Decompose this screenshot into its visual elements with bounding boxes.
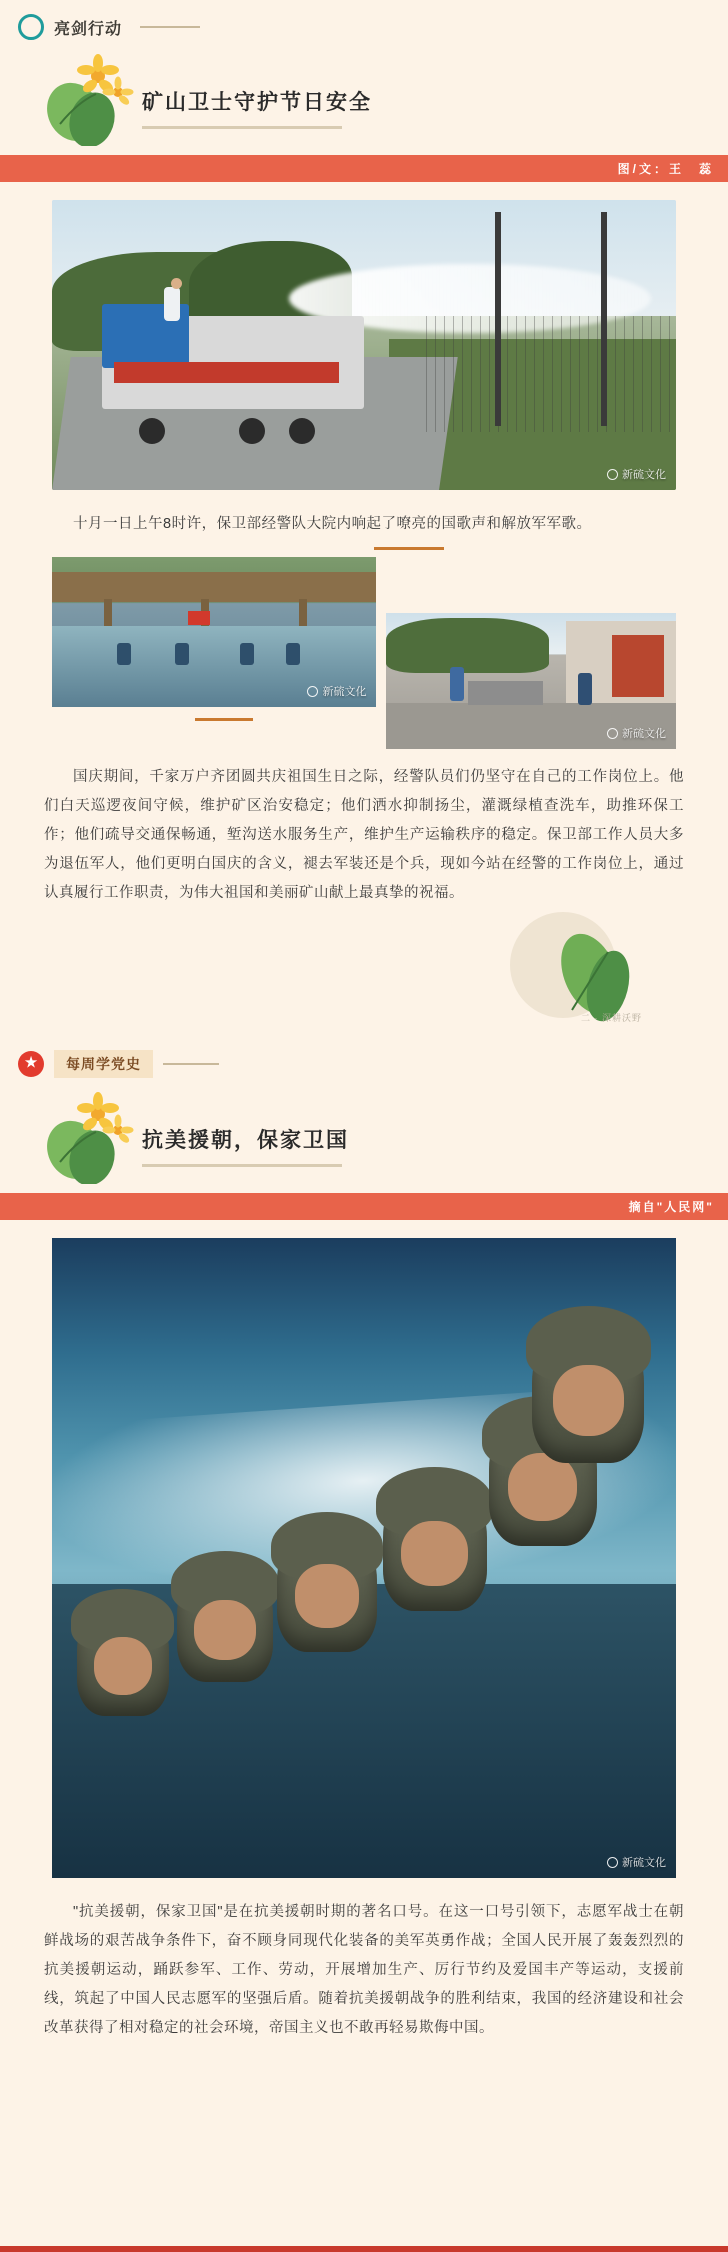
truck-wheel xyxy=(139,418,165,444)
worker-figure xyxy=(286,643,300,665)
worker-figure xyxy=(175,643,189,665)
face xyxy=(508,1453,577,1521)
utility-pole xyxy=(601,212,607,427)
photo4-wrap xyxy=(0,1220,728,1884)
truck-wheel xyxy=(289,418,315,444)
soldier-figure xyxy=(77,1596,169,1716)
face xyxy=(194,1600,255,1660)
soldier-figure xyxy=(177,1558,273,1682)
photo-water-truck xyxy=(52,200,676,490)
truck-wheel xyxy=(239,418,265,444)
section1-paragraph-1: 十月一日上午8时许，保卫部经警队大院内响起了嘹亮的国歌声和解放军军歌。 xyxy=(73,516,592,532)
photo1-wrap xyxy=(0,182,728,496)
section1-title-block xyxy=(0,50,728,155)
face xyxy=(553,1365,625,1436)
worker-figure xyxy=(164,287,180,321)
title-underline xyxy=(142,1164,342,1167)
red-door xyxy=(612,635,664,698)
red-flag xyxy=(188,611,210,625)
section2-title: 抗美援朝，保家卫国 xyxy=(142,1129,349,1152)
section2-byline: 摘自"人民网" xyxy=(0,1193,728,1220)
face xyxy=(401,1521,468,1586)
fence xyxy=(426,316,676,432)
section1-tag-label: 亮剑行动 xyxy=(54,20,123,38)
watermark-text: 新硫文化 xyxy=(621,728,666,740)
section2-title-block xyxy=(0,1088,728,1193)
worker-figure xyxy=(240,643,254,665)
soldier-figure xyxy=(383,1475,487,1611)
section2-paragraph-1: "抗美援朝，保家卫国"是在抗美援朝时期的著名口号。在这一口号引领下，志愿军战士在朝鲜战场的艰苦战争条件下，奋不顾身同现代化装备的美军英勇作战；全国人民开展了轰轰烈烈的抗美援朝运动，踊跃参军、工作、劳动，开展增加生产、厉行节约及爱国丰产等运动，支援前线，筑起了中国人民志愿军的坚强后盾。随着抗美援朝战争的胜利结束，我国的经济建设和社会改革获得了相对稳定的社会环境，帝国主义也不敢再轻易欺侮中国。 xyxy=(44,1904,684,2036)
section2-tag-row xyxy=(0,1042,728,1078)
watermark xyxy=(607,1854,666,1870)
worker-figure xyxy=(117,643,131,665)
face xyxy=(295,1564,359,1627)
photo-water-channel xyxy=(52,557,376,707)
star-glyph: ★ xyxy=(23,1054,39,1072)
truck-stripe xyxy=(114,362,339,382)
photo-pair-row xyxy=(0,543,728,749)
divider-line xyxy=(163,1063,219,1065)
decor-corner-top xyxy=(374,547,444,573)
section1-title: 矿山卫士守护节日安全 xyxy=(142,91,372,114)
flower-leaf-icon xyxy=(40,50,152,146)
cart xyxy=(468,681,543,705)
section-liangjian xyxy=(0,0,728,1032)
worker-head xyxy=(171,278,182,289)
watermark xyxy=(607,466,666,482)
photo2-wrap xyxy=(52,557,376,707)
divider-line xyxy=(140,26,200,28)
tree-cluster xyxy=(386,618,548,672)
worker-figure xyxy=(450,667,464,701)
watermark-logo-icon xyxy=(607,469,618,480)
soldier-figure xyxy=(532,1315,644,1463)
watermark-text: 新硫文化 xyxy=(622,1857,666,1869)
watermark-logo-icon xyxy=(607,1857,618,1868)
decor-corner-bottom xyxy=(195,697,253,721)
decor-caption: 二 · 深耕沃野 xyxy=(581,1013,642,1023)
utility-pole xyxy=(495,212,501,427)
watermark-logo-icon xyxy=(307,686,318,697)
section2-tag-label: 每周学党史 xyxy=(54,1050,153,1078)
worker-figure xyxy=(578,673,592,705)
photo-street-traffic xyxy=(386,613,676,749)
photo3-wrap xyxy=(376,557,676,749)
section1-byline: 图/文：王 蕊 xyxy=(0,155,728,182)
section1-paragraph-2: 国庆期间，千家万户齐团圆共庆祖国生日之际，经警队员们仍坚守在自己的工作岗位上。他们白天巡逻夜间守候，维护矿区治安稳定；他们洒水抑制扬尘，灌溉绿植查洗车，助推环保工作；他们疏导交通保畅通，堑沟送水服务生产，维护生产运输秩序的稳定。保卫部工作人员大多为退伍军人，他们更明白国庆的含义，褪去军装还是个兵，现如今站在经警的工作岗位上，通过认真履行工作职责，为伟大祖国和美丽矿山献上最真挚的祝福。 xyxy=(44,769,684,901)
face xyxy=(94,1637,153,1695)
star-badge-icon xyxy=(18,1051,44,1077)
section-party-history xyxy=(0,1032,728,2047)
flower-leaf-icon xyxy=(40,1088,152,1184)
watermark-logo-icon xyxy=(607,728,618,739)
photo-soldiers-trench xyxy=(52,1238,676,1878)
bottom-accent-strip xyxy=(0,2246,728,2252)
watermark-text: 新硫文化 xyxy=(322,686,367,698)
watermark xyxy=(307,683,366,699)
section1-tag-row xyxy=(0,0,728,40)
title-underline xyxy=(142,126,342,129)
watermark xyxy=(607,725,666,741)
overhead-bridge xyxy=(52,572,376,602)
soldier-figure xyxy=(277,1520,377,1652)
circle-icon xyxy=(18,14,44,40)
watermark-text: 新硫文化 xyxy=(622,469,666,481)
decorative-leaf-block xyxy=(0,912,728,1032)
